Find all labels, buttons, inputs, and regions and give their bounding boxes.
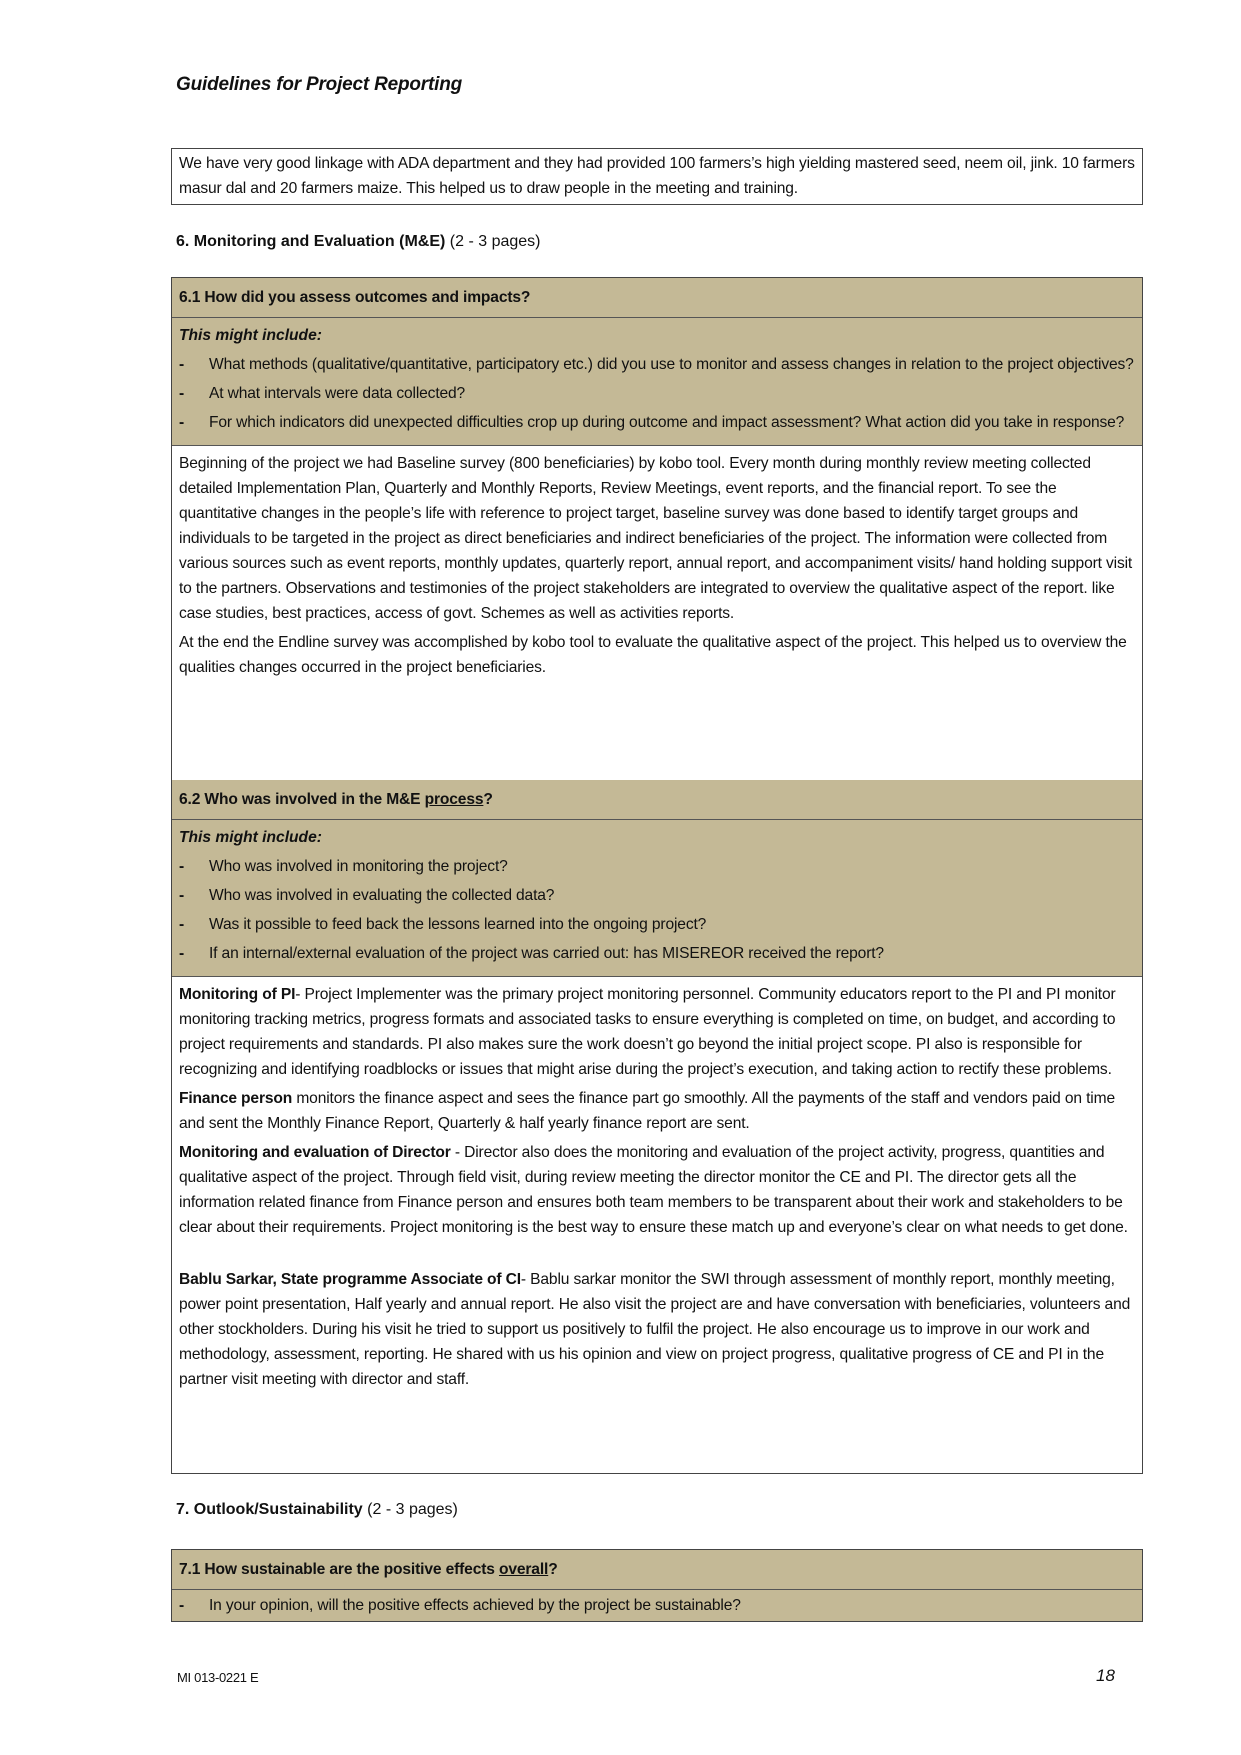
answer-paragraph-ci xyxy=(179,1267,1135,1392)
paragraph-lead: Finance person xyxy=(179,1090,293,1107)
question-6-2-box xyxy=(171,780,1143,1474)
guidance-bullet xyxy=(179,854,1135,879)
bullet-text: Who was involved in evaluating the collected data? xyxy=(209,887,555,904)
guidance-intro: This might include: xyxy=(179,829,322,846)
answer-paragraph: Beginning of the project we had Baseline survey (800 beneficiaries) by kobo tool. Every month during monthly review meeting collected detailed Implementation Plan, Quarterly and Monthly Reports, Review Meetings, event reports, and the financial report. To see the quantitative changes in the people’s life with reference to project target, baseline survey was done based to identify target groups and individuals to be targeted in the project as direct beneficiaries and indirect beneficiaries of the project. The information were collected from various sources such as event reports, monthly updates, quarterly report, annual report, and accompaniment visits/ hand holding support visit to the partners. Observations and testimonies of the project stakeholders are integrated to overview the qualitative aspect of the report. like case studies, best practices, access of govt. Schemes as well as activities reports. xyxy=(179,455,1133,622)
question-6-2-title xyxy=(172,780,1142,820)
answer-paragraph: At the end the Endline survey was accomplished by kobo tool to evaluate the qualitative aspect of the project. This helped us to overview the qualities changes occurred in the project beneficiaries. xyxy=(179,634,1127,676)
question-7-1-guidance xyxy=(172,1590,1142,1618)
dash-icon: - xyxy=(179,385,185,402)
guidance-intro: This might include: xyxy=(179,327,322,344)
section-6-heading xyxy=(176,232,540,252)
bullet-text: For which indicators did unexpected difficulties crop up during outcome and impact assessment? What action did you take in response? xyxy=(209,414,1125,431)
guidance-bullet xyxy=(179,410,1135,435)
title-text: 7.1 How sustainable are the positive effects xyxy=(179,1561,499,1578)
blank-line xyxy=(179,1244,1135,1267)
title-underlined: overall xyxy=(498,1561,549,1578)
section-6-note: (2 - 3 pages) xyxy=(445,233,541,250)
paragraph-text: - Director also does the monitoring and evaluation of the project activity, progress, quantities and qualitative aspect of the project. Through field visit, during review meeting the director monitor the CE and PI. The director gets all the information related finance from Finance person and ensures both team members to be transparent about their work and stakeholders to be clear about their requirements. Project monitoring is the best way to ensure these match up and everyone’s clear on what needs to get done. xyxy=(179,1144,1128,1236)
question-7-1-box xyxy=(171,1549,1143,1622)
title-text: 6.2 Who was involved in the M&E xyxy=(179,791,425,808)
dash-icon: - xyxy=(179,916,185,933)
guidance-bullet xyxy=(179,352,1135,377)
paragraph-text: monitors the finance aspect and sees the finance part go smoothly. All the payments of the staff and vendors paid on time and sent the Monthly Finance Report, Quarterly & half yearly finance report are sent. xyxy=(179,1090,1115,1132)
answer-paragraph-pi xyxy=(179,982,1135,1082)
paragraph-text: - Project Implementer was the primary project monitoring personnel. Community educators report to the PI and PI monitor monitoring tracking metrics, progress formats and associated tasks to ensure everything is completed on time, on budget, and according to project requirements and standards. PI also makes sure the work doesn’t go beyond the initial project scope. PI also is responsible for recognizing and identifying roadblocks or issues that might arise during the project’s execution, and taking action to rectify these problems. xyxy=(179,986,1116,1078)
dash-icon: - xyxy=(179,1597,185,1614)
question-6-2-answer xyxy=(172,977,1142,1400)
question-6-1-guidance xyxy=(172,318,1142,446)
question-6-2-guidance xyxy=(172,820,1142,977)
question-6-1-box xyxy=(171,277,1143,784)
paragraph-lead: Bablu Sarkar, State programme Associate of CI xyxy=(179,1271,521,1288)
answer-paragraph-director xyxy=(179,1140,1135,1240)
section-7-heading xyxy=(176,1500,458,1520)
guidance-bullet xyxy=(179,883,1135,908)
section-7-title: 7. Outlook/Sustainability xyxy=(176,1501,363,1518)
section-7-note: (2 - 3 pages) xyxy=(362,1501,458,1518)
section-6-title: 6. Monitoring and Evaluation (M&E) xyxy=(176,233,446,250)
guidance-bullet xyxy=(179,1593,1135,1618)
paragraph-lead: Monitoring of PI xyxy=(179,986,296,1003)
bullet-text: What methods (qualitative/quantitative, participatory etc.) did you use to monitor and assess changes in relation to the project objectives? xyxy=(209,356,1134,373)
bullet-text: If an internal/external evaluation of the project was carried out: has MISEREOR received the report? xyxy=(209,945,884,962)
bullet-text: In your opinion, will the positive effects achieved by the project be sustainable? xyxy=(209,1597,741,1614)
dash-icon: - xyxy=(179,887,185,904)
intro-text: We have very good linkage with ADA department and they had provided 100 farmers’s high yielding mastered seed, neem oil, jink. 10 farmers masur dal and 20 farmers maize. This helped us to draw people in the meeting and training. xyxy=(179,155,1135,197)
bullet-text: Who was involved in monitoring the project? xyxy=(209,858,508,875)
title-suffix: ? xyxy=(483,791,493,808)
guidance-bullet xyxy=(179,381,1135,406)
paragraph-lead: Monitoring and evaluation of Director xyxy=(179,1144,451,1161)
question-6-1-answer xyxy=(172,446,1142,688)
bullet-text: Was it possible to feed back the lessons learned into the ongoing project? xyxy=(209,916,707,933)
bullet-text: At what intervals were data collected? xyxy=(209,385,466,402)
page-header-title: Guidelines for Project Reporting xyxy=(176,74,463,95)
intro-text-box xyxy=(171,148,1143,205)
guidance-bullet xyxy=(179,941,1135,966)
question-6-1-title: 6.1 How did you assess outcomes and impacts? xyxy=(172,278,1142,318)
answer-paragraph-finance xyxy=(179,1086,1135,1136)
title-underlined: process xyxy=(424,791,484,808)
title-suffix: ? xyxy=(548,1561,558,1578)
guidance-bullet xyxy=(179,912,1135,937)
dash-icon: - xyxy=(179,945,185,962)
dash-icon: - xyxy=(179,356,185,373)
dash-icon: - xyxy=(179,414,185,431)
dash-icon: - xyxy=(179,858,185,875)
paragraph-text: - Bablu sarkar monitor the SWI through assessment of monthly report, monthly meeting, power point presentation, Half yearly and annual report. He also visit the project are and have conversation with beneficiaries, volunteers and other stockholders. During his visit he tried to support us positively to fulfil the project. He also encourage us to improve in our work and methodology, assessment, reporting. He shared with us his opinion and view on project progress, qualitative progress of CE and PI in the partner visit meeting with director and staff. xyxy=(179,1271,1131,1388)
footer-page-number: 18 xyxy=(1096,1666,1115,1685)
footer-doc-code: MI 013-0221 E xyxy=(177,1670,259,1685)
question-7-1-title xyxy=(172,1550,1142,1590)
